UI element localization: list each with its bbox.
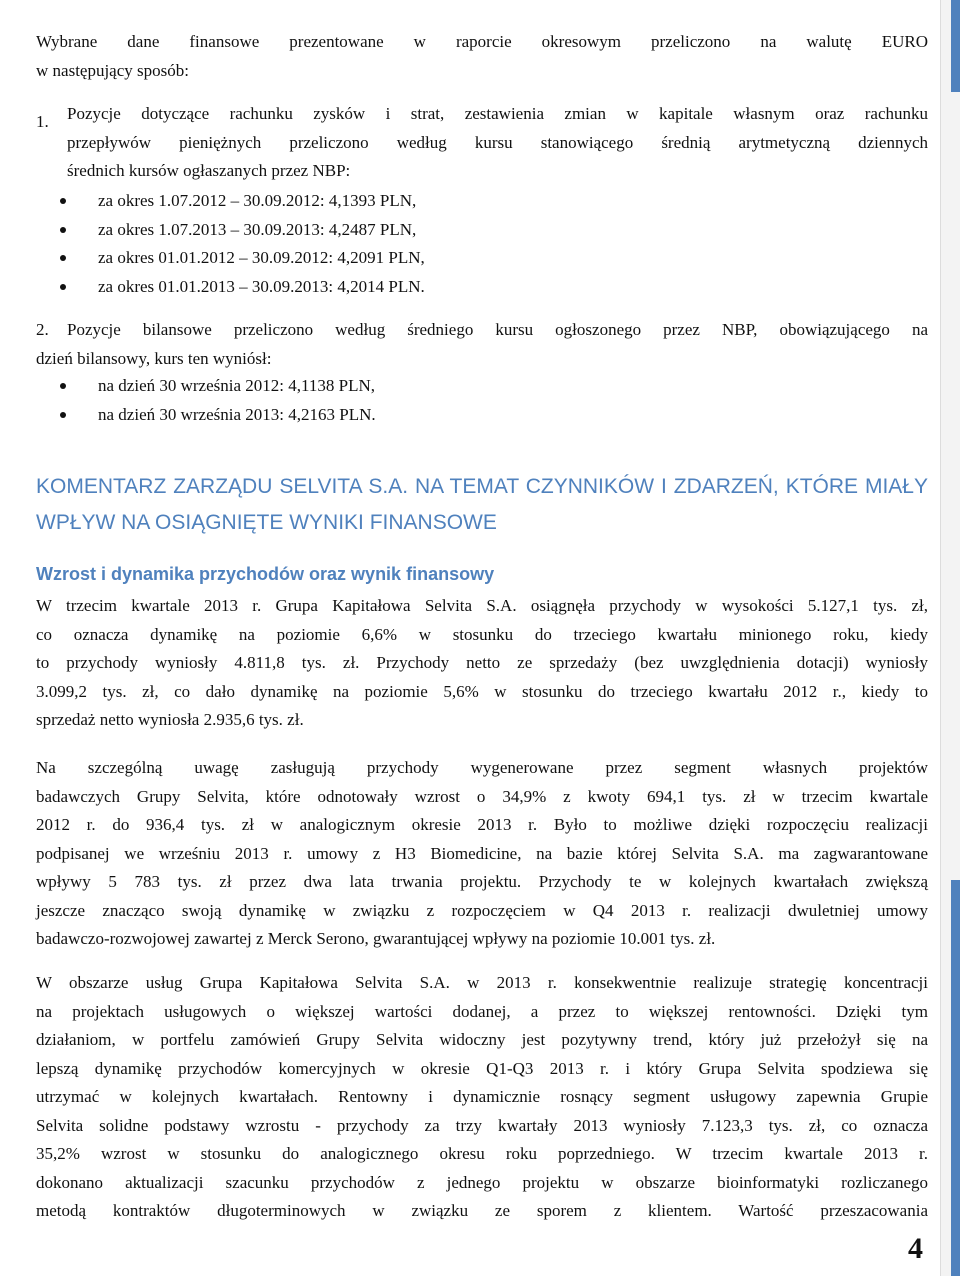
text-line: to przychody wyniosły 4.811,8 tys. zł. Przychody netto ze sprzedaży (bez uwzględnienia dotacji) wyniosły	[36, 653, 928, 672]
text-line: w następujący sposób:	[36, 60, 189, 80]
text-line: dokonano aktualizacji szacunku przychodów z jednego projektu w obszarze bioinformatyki rozliczanego	[36, 1172, 928, 1192]
item2-bullet-list	[36, 372, 376, 429]
text-line: W obszarze usług Grupa Kapitałowa Selvita S.A. w 2013 r. konsekwentnie realizuje strategię koncentracji	[36, 973, 928, 992]
text-line: 2012 r. do 936,4 tys. zł w analogicznym okresie 2013 r. Było to możliwe dzięki rozpoczęciu realizacji	[36, 815, 928, 834]
subheading: Wzrost i dynamika przychodów oraz wynik finansowy	[36, 564, 495, 584]
list-number: 1.	[36, 112, 49, 131]
list-item: za okres 1.07.2012 – 30.09.2012: 4,1393 PLN,	[36, 187, 425, 216]
paragraph	[36, 969, 928, 1226]
text-line: Selvita solidne podstawy wzrostu - przychody za trzy kwartały 2013 wyniosły 7.123,3 tys. zł, co oznacza	[36, 1115, 928, 1135]
list-number: 2.	[36, 320, 49, 339]
item1-bullet-list	[36, 187, 425, 301]
text-line: przepływów pieniężnych przeliczono według kursu stanowiącego średnią arytmetyczną dziennych	[67, 132, 928, 152]
item1-paragraph	[67, 100, 928, 186]
heading-line: WPŁYW NA OSIĄGNIĘTE WYNIKI FINANSOWE	[36, 511, 497, 534]
page-number: 4	[908, 1232, 923, 1265]
text-line: jeszcze znacząco swoją dynamikę w związku z rozpoczęciem w Q4 2013 r. realizacji dwuletniej umowy	[36, 900, 928, 920]
item2-paragraph	[36, 316, 928, 373]
text-line: sprzedaż netto wyniosła 2.935,6 tys. zł.	[36, 710, 304, 729]
text-line: podpisanej we wrześniu 2013 r. umowy z H3 Biomedicine, na bazie której Selvita S.A. ma zagwarantowane	[36, 843, 928, 863]
text-line: badawczych Grupy Selvita, które odnotowały wzrost o 34,9% z kwoty 694,1 tys. zł w trzecim kwartale	[36, 786, 928, 806]
text-line: na projektach usługowych o większej wartości dodanej, a przez to większej rentowności. Dzięki tym	[36, 1001, 928, 1021]
list-item: na dzień 30 września 2013: 4,2163 PLN.	[36, 401, 376, 430]
text-line: działaniom, w portfelu zamówień Grupy Selvita widoczny jest pozytywny trend, który już przełożył się na	[36, 1030, 928, 1049]
text-line: wpływy 5 783 tys. zł przez dwa lata trwania projektu. Przychody te w kolejnych kwartałach zwiększą	[36, 872, 928, 891]
text-line: 35,2% wzrost w stosunku do analogicznego okresu roku poprzedniego. W trzecim kwartale 2013 r.	[36, 1144, 928, 1163]
paragraph	[36, 592, 928, 735]
text-line: badawczo-rozwojowej zawartej z Merck Serono, gwarantującej wpływy na poziomie 10.001 tys. zł.	[36, 929, 716, 948]
text-line: dzień bilansowy, kurs ten wyniósł:	[36, 348, 272, 368]
text-line: W trzecim kwartale 2013 r. Grupa Kapitałowa Selvita S.A. osiągnęła przychody w wysokości 5.127,1 tys. zł,	[36, 596, 928, 615]
section-heading	[36, 469, 928, 541]
paragraph	[36, 754, 928, 954]
list-item: za okres 01.01.2013 – 30.09.2013: 4,2014 PLN.	[36, 273, 425, 302]
margin-tab-top	[951, 0, 960, 92]
text-line: metodą kontraktów długoterminowych w związku ze sporem z klientem. Wartość przeszacowania	[36, 1201, 928, 1220]
text-line: utrzymać w kolejnych kwartałach. Rentowny i dynamicznie rosnący segment usługowy zapewnia Grupie	[36, 1087, 928, 1106]
list-item: za okres 01.01.2012 – 30.09.2012: 4,2091 PLN,	[36, 244, 425, 273]
text-line: lepszą dynamikę przychodów komercyjnych w okresie Q1-Q3 2013 r. i który Grupa Selvita spodziewa się	[36, 1058, 928, 1078]
text-line: co oznacza dynamikę na poziomie 6,6% w stosunku do trzeciego kwartału minionego roku, kiedy	[36, 624, 928, 644]
text-line: 3.099,2 tys. zł, co dało dynamikę na poziomie 5,6% w stosunku do trzeciego kwartału 2012 r., kiedy to	[36, 681, 928, 701]
intro-paragraph	[36, 28, 928, 85]
text-line: średnich kursów ogłaszanych przez NBP:	[67, 161, 351, 180]
text-line: Wybrane dane finansowe prezentowane w raporcie okresowym przeliczono na walutę EURO	[36, 32, 928, 51]
text-line: Pozycje dotyczące rachunku zysków i strat, zestawienia zmian w kapitale własnym oraz rachunku	[67, 104, 928, 123]
text-line: Pozycje bilansowe przeliczono według średniego kursu ogłoszonego przez NBP, obowiązującego na	[67, 320, 928, 339]
list-item: za okres 1.07.2013 – 30.09.2013: 4,2487 PLN,	[36, 216, 425, 245]
heading-line: KOMENTARZ ZARZĄDU SELVITA S.A. NA TEMAT CZYNNIKÓW I ZDARZEŃ, KTÓRE MIAŁY	[36, 475, 928, 498]
list-item: na dzień 30 września 2012: 4,1138 PLN,	[36, 372, 376, 401]
margin-tab-bottom	[951, 880, 960, 1276]
text-line: Na szczególną uwagę zasługują przychody wygenerowane przez segment własnych projektów	[36, 758, 928, 777]
